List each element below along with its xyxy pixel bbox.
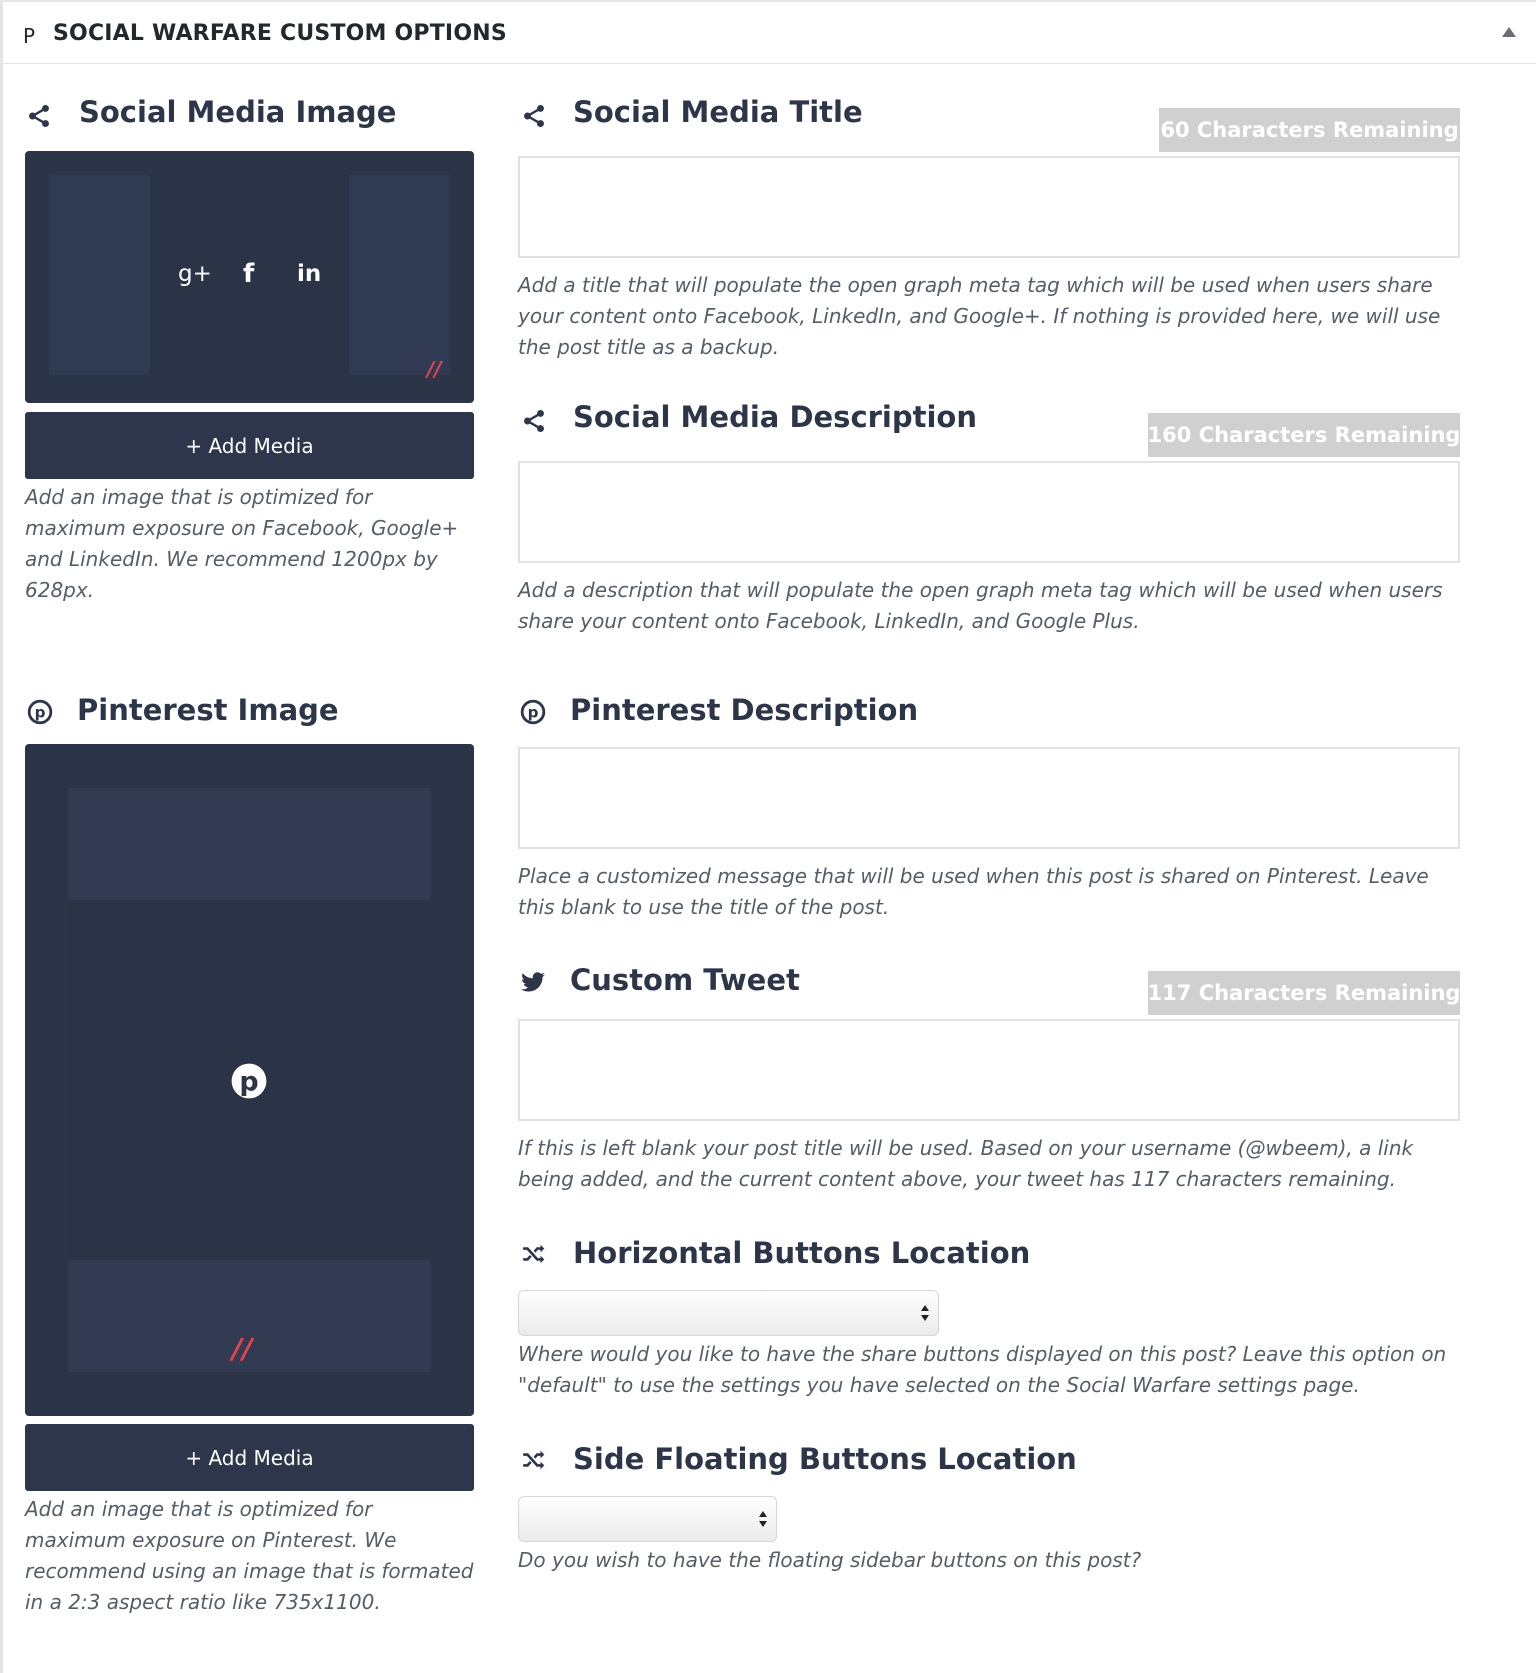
google-plus-icon: g+ — [178, 261, 212, 287]
side-floating-location-title: Side Floating Buttons Location — [573, 1442, 1077, 1476]
pinterest-icon — [26, 698, 54, 726]
horizontal-location-help: Where would you like to have the share buttons displayed on this post? Leave this option on "default" to use the settings you have selected on the Social Warfare settings page. — [518, 1342, 1447, 1397]
linkedin-icon: in — [297, 261, 322, 287]
preview-top-panel — [68, 788, 431, 900]
custom-tweet-help: If this is left blank your post title will be used. Based on your username (@wbeem), a link being added, and the current content above, your tweet has 117 characters remaining. — [518, 1136, 1414, 1191]
social-image-help: Add an image that is optimized for maximum exposure on Facebook, Google+ and LinkedIn. We recommend 1200px by 628px. — [25, 485, 459, 602]
share-icon — [520, 407, 548, 435]
twitter-icon — [519, 968, 547, 996]
pinterest-icon — [519, 698, 547, 726]
side-floating-location-help: Do you wish to have the floating sidebar buttons on this post? — [518, 1548, 1142, 1572]
pinterest-description-help: Place a customized message that will be used when this post is shared on Pinterest. Leave this blank to use the title of the post. — [518, 864, 1429, 919]
social-title-input[interactable] — [518, 156, 1460, 258]
share-icon — [25, 102, 53, 130]
social-description-help: Add a description that will populate the open graph meta tag which will be used when users share your content onto Facebook, LinkedIn, and Google Plus. — [518, 578, 1443, 633]
facebook-icon: f — [243, 259, 255, 289]
preview-side-panel — [49, 175, 150, 375]
custom-tweet-input[interactable] — [518, 1019, 1460, 1121]
add-social-image-button[interactable]: + Add Media — [25, 412, 474, 479]
title-character-counter: 60 Characters Remaining — [1159, 108, 1460, 152]
pinterest-image-title: Pinterest Image — [77, 693, 339, 727]
social-warfare-logo-icon: // — [427, 357, 442, 381]
panel-letter: P — [23, 24, 36, 48]
shuffle-icon — [520, 1446, 548, 1474]
collapse-toggle-icon[interactable] — [1502, 27, 1516, 37]
pinterest-icon — [230, 1062, 268, 1100]
tweet-character-counter: 117 Characters Remaining — [1148, 971, 1460, 1015]
pinterest-description-input[interactable] — [518, 747, 1460, 849]
svg-text:p: p — [239, 1066, 259, 1098]
pinterest-image-preview[interactable] — [25, 744, 474, 1416]
pinterest-description-title: Pinterest Description — [570, 693, 919, 727]
panel-title: SOCIAL WARFARE CUSTOM OPTIONS — [53, 21, 507, 46]
description-character-counter: 160 Characters Remaining — [1148, 413, 1460, 457]
social-title-help: Add a title that will populate the open graph meta tag which will be used when users share your content onto Facebook, LinkedIn, and Google+. If nothing is provided here, we will use the post title as a backup. — [518, 273, 1441, 359]
select-arrows-icon — [758, 1506, 768, 1532]
shuffle-icon — [520, 1240, 548, 1268]
social-image-preview[interactable] — [25, 151, 474, 403]
social-description-input[interactable] — [518, 461, 1460, 563]
preview-side-panel — [349, 175, 450, 375]
svg-text:p: p — [527, 703, 539, 722]
side-floating-location-select[interactable] — [518, 1496, 777, 1542]
social-image-title: Social Media Image — [79, 95, 397, 129]
share-icon — [520, 102, 548, 130]
custom-tweet-title: Custom Tweet — [570, 963, 800, 997]
select-arrows-icon — [920, 1300, 930, 1326]
panel-header[interactable] — [3, 2, 1536, 64]
svg-text:p: p — [34, 703, 46, 722]
social-warfare-logo-icon: // — [232, 1332, 253, 1365]
add-pinterest-image-button[interactable]: + Add Media — [25, 1424, 474, 1491]
social-description-title: Social Media Description — [573, 400, 978, 434]
horizontal-location-select[interactable] — [518, 1290, 939, 1336]
social-title-title: Social Media Title — [573, 95, 863, 129]
pinterest-image-help: Add an image that is optimized for maximum exposure on Pinterest. We recommend using an image that is formated in a 2:3 aspect ratio like 735x1100. — [25, 1497, 474, 1614]
horizontal-location-title: Horizontal Buttons Location — [573, 1236, 1031, 1270]
